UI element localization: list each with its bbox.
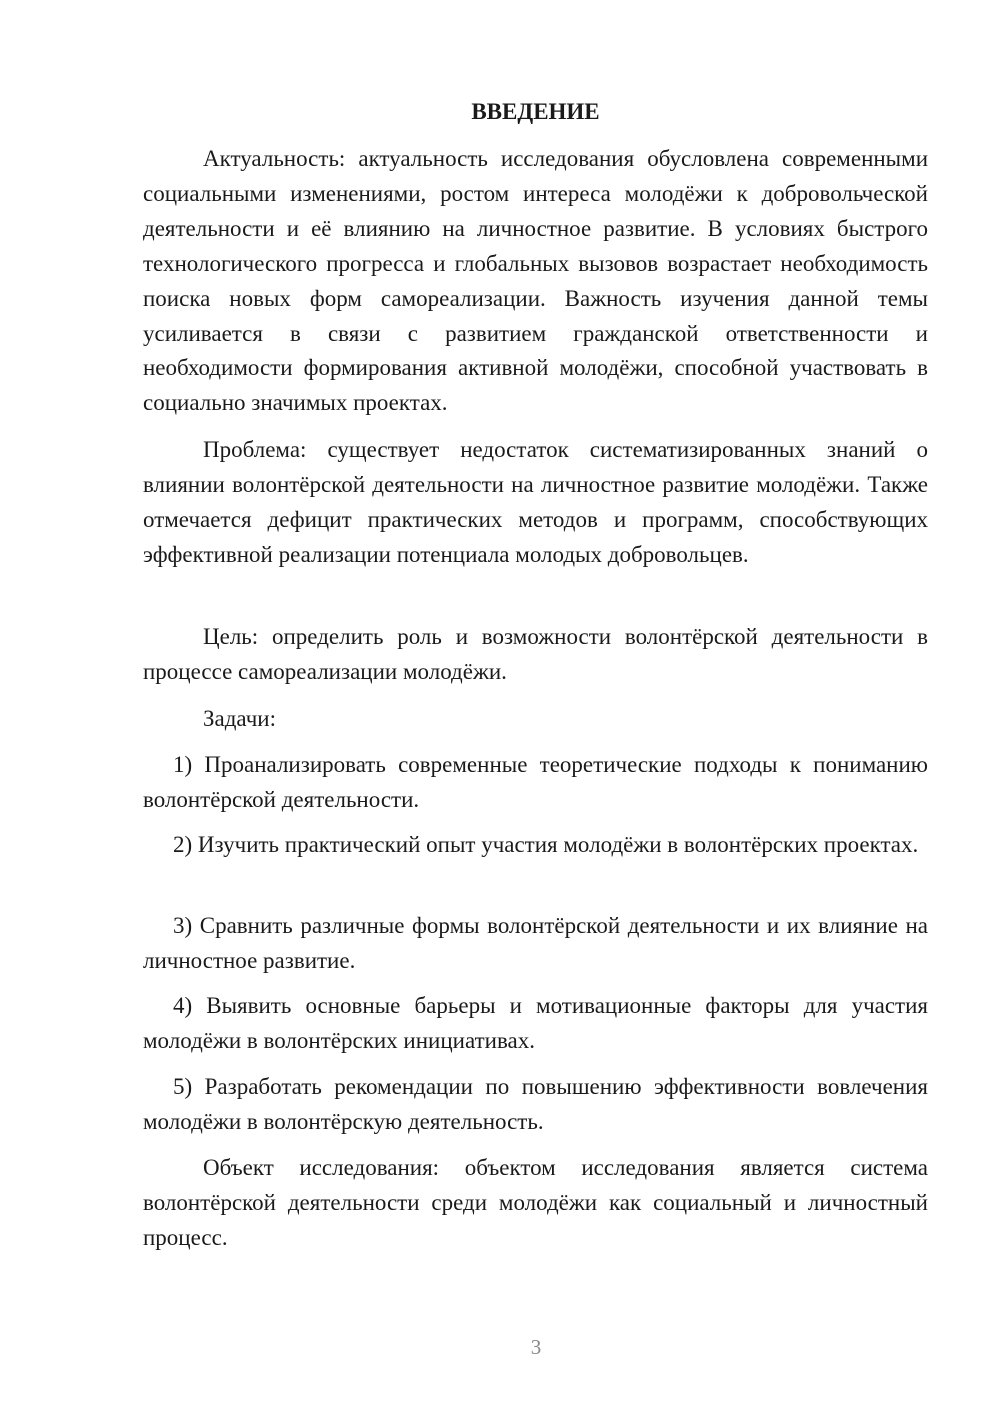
tasks-label: Задачи:	[203, 706, 276, 731]
page-number: 3	[530, 1335, 542, 1359]
task-item-3: 3) Сравнить различные формы волонтёрской деятельности и их влияние на личностное развитие.	[143, 913, 928, 973]
goal-paragraph: Цель: определить роль и возможности волонтёрской деятельности в процессе самореализации молодёжи.	[143, 624, 928, 684]
task-item-4: 4) Выявить основные барьеры и мотивационные факторы для участия молодёжи в волонтёрских инициативах.	[143, 993, 928, 1053]
page-title: ВВЕДЕНИЕ	[471, 99, 600, 124]
object-paragraph: Объект исследования: объектом исследования является система волонтёрской деятельности среди молодёжи как социальный и личностный процесс.	[143, 1155, 928, 1250]
task-item-2: 2) Изучить практический опыт участия молодёжи в волонтёрских проектах.	[173, 832, 919, 857]
task-item-1: 1) Проанализировать современные теоретические подходы к пониманию волонтёрской деятельности.	[143, 752, 928, 812]
problem-paragraph: Проблема: существует недостаток систематизированных знаний о влиянии волонтёрской деятельности на личностное развитие молодёжи. Также отмечается дефицит практических методов и программ, способствующих эффективной реализации потенциала молодых добровольцев.	[143, 437, 928, 567]
task-item-5: 5) Разработать рекомендации по повышению эффективности вовлечения молодёжи в волонтёрскую деятельность.	[143, 1074, 928, 1134]
relevance-paragraph: Актуальность: актуальность исследования обусловлена современными социальными изменениями, ростом интереса молодёжи к добровольческой деятельности и её влиянию на личностное развитие. В условиях быстрого технологического прогресса и глобальных вызовов возрастает необходимость поиска новых форм самореализации. Важность изучения данной темы усиливается в связи с развитием гражданской ответственности и необходимости формирования активной молодёжи, способной участвовать в социально значимых проектах.	[143, 146, 928, 416]
